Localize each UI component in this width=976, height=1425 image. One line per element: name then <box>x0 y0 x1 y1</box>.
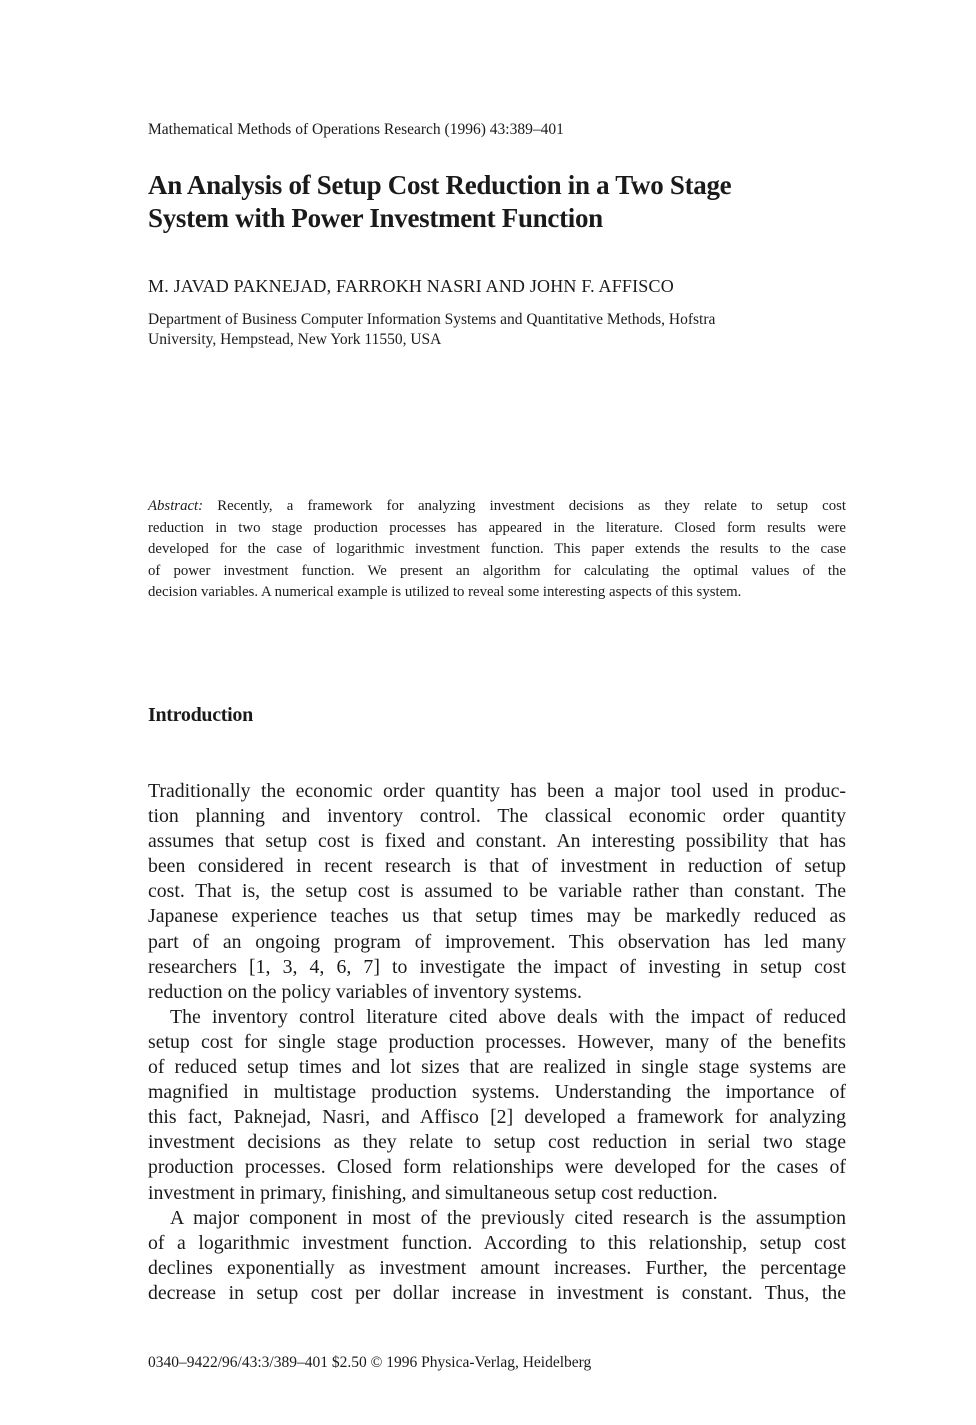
title-line: An Analysis of Setup Cost Reduction in a Two Stage <box>148 170 732 200</box>
body-line: tion planning and inventory control. The classical economic order quantity <box>148 805 846 828</box>
body-line: A major component in most of the previously cited research is the assumption <box>170 1206 846 1229</box>
title-line: System with Power Investment Function <box>148 203 603 233</box>
body-line: decrease in setup cost per dollar increase in investment is constant. Thus, the <box>148 1281 846 1304</box>
body-line: declines exponentially as investment amount increases. Further, the percentage <box>148 1256 846 1279</box>
body-line: cost. That is, the setup cost is assumed to be variable rather than constant. The <box>148 880 846 903</box>
copyright-footer: 0340–9422/96/43:3/389–401 $2.50 © 1996 Physica-Verlag, Heidelberg <box>148 1354 592 1371</box>
body-line: Traditionally the economic order quantity has been a major tool used in produc- <box>148 780 846 802</box>
abstract <box>148 496 846 604</box>
body-line: of reduced setup times and lot sizes that are realized in single stage systems are <box>148 1056 846 1079</box>
abstract-line <box>148 496 846 518</box>
journal-citation: Mathematical Methods of Operations Research (1996) 43:389–401 <box>148 121 564 138</box>
paper-title <box>148 169 848 235</box>
body-line: investment in primary, finishing, and simultaneous setup cost reduction. <box>148 1181 718 1204</box>
body-line: production processes. Closed form relationships were developed for the cases of <box>148 1156 846 1179</box>
body-line: of a logarithmic investment function. According to this relationship, setup cost <box>148 1231 846 1254</box>
body-line: assumes that setup cost is fixed and constant. An interesting possibility that has <box>148 830 846 853</box>
body-line: been considered in recent research is that of investment in reduction of setup <box>148 855 846 878</box>
body-line: magnified in multistage production systems. Understanding the importance of <box>148 1081 846 1104</box>
affiliation <box>148 310 828 350</box>
abstract-label: Abstract: <box>148 498 204 514</box>
section-heading-introduction: Introduction <box>148 704 253 726</box>
abstract-text: Recently, a framework for analyzing investment decisions as they relate to setup cost <box>217 498 847 514</box>
body-text <box>148 779 846 1306</box>
body-line: investment decisions as they relate to setup cost reduction in serial two stage <box>148 1131 846 1154</box>
author-list: M. JAVAD PAKNEJAD, FARROKH NASRI AND JOHN F. AFFISCO <box>148 276 674 296</box>
abstract-line: reduction in two stage production processes has appeared in the literature. Closed form results were <box>148 519 846 536</box>
body-line: The inventory control literature cited above deals with the impact of reduced <box>170 1005 846 1028</box>
abstract-line: developed for the case of logarithmic investment function. This paper extends the results to the case <box>148 541 846 557</box>
abstract-line: of power investment function. We present an algorithm for calculating the optimal values of the <box>148 562 846 579</box>
body-line: Japanese experience teaches us that setup times may be markedly reduced as <box>148 905 846 928</box>
body-line: reduction on the policy variables of inventory systems. <box>148 980 582 1003</box>
body-line: part of an ongoing program of improvement. This observation has led many <box>148 930 846 953</box>
body-line: researchers [1, 3, 4, 6, 7] to investigate the impact of investing in setup cost <box>148 955 846 978</box>
body-line: setup cost for single stage production processes. However, many of the benefits <box>148 1030 846 1053</box>
affiliation-line: University, Hempstead, New York 11550, USA <box>148 331 442 348</box>
body-line: this fact, Paknejad, Nasri, and Affisco [2] developed a framework for analyzing <box>148 1106 846 1129</box>
affiliation-line: Department of Business Computer Information Systems and Quantitative Methods, Hofstra <box>148 311 716 328</box>
abstract-line: decision variables. A numerical example is utilized to reveal some interesting aspects of this system. <box>148 584 742 600</box>
